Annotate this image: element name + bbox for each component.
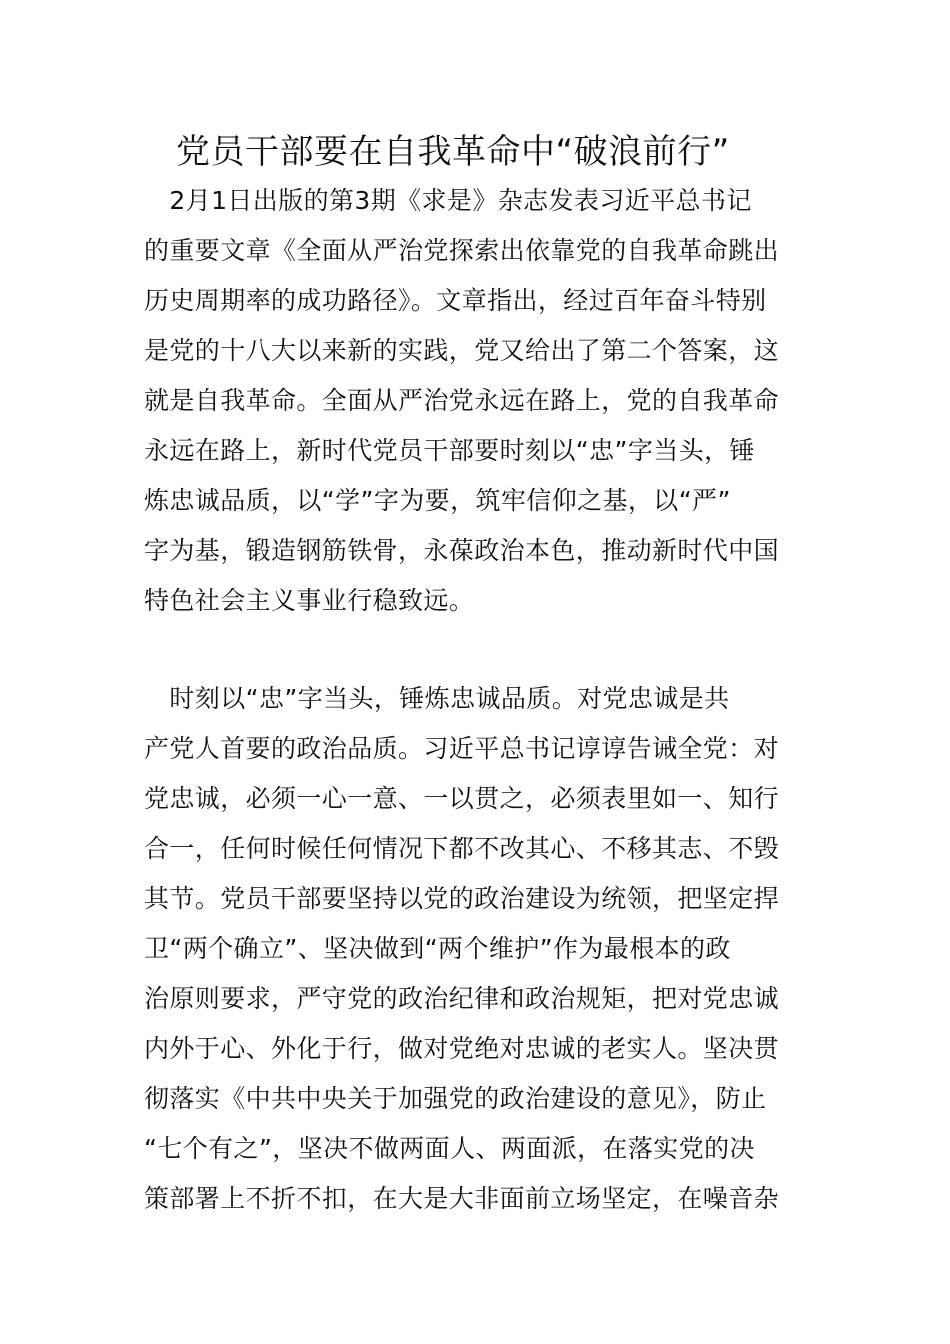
paragraph-line: 字为基，锻造钢筋铁骨，永葆政治本色，推动新时代中国: [144, 536, 780, 565]
paragraph-line: 内外于心、外化于行，做对党绝对忠诚的老实人。坚决贯: [144, 1034, 780, 1063]
paragraph-line: 彻落实《中共中央关于加强党的政治建设的意见》，防止: [144, 1084, 767, 1113]
paragraph-line: 2月1日出版的第3期《求是》杂志发表习近平总书记: [144, 186, 752, 215]
paragraph-line: 策部署上不折不扣，在大是大非面前立场坚定，在噪音杂: [144, 1184, 780, 1213]
document-title: 党员干部要在自我革命中“破浪前行”: [176, 132, 730, 172]
paragraph-line: 党忠诚，必须一心一意、一以贯之，必须表里如一、知行: [144, 784, 780, 813]
paragraph-line: 时刻以“忠”字当头，锤炼忠诚品质。对党忠诚是共: [144, 684, 730, 713]
paragraph-line: 卫“两个确立”、坚决做到“两个维护”作为最根本的政: [144, 934, 731, 963]
paragraph-line: 合一，任何时候任何情况下都不改其心、不移其志、不毁: [144, 834, 780, 863]
paragraph-line: 产党人首要的政治品质。习近平总书记谆谆告诫全党：对: [144, 734, 780, 763]
paragraph-line: 是党的十八大以来新的实践，党又给出了第二个答案，这: [144, 336, 780, 365]
paragraph-line: 治原则要求，严守党的政治纪律和政治规矩，把对党忠诚: [144, 984, 780, 1013]
paragraph-line: 炼忠诚品质，以“学”字为要，筑牢信仰之基，以“严”: [144, 486, 731, 515]
paragraph-line: 其节。党员干部要坚持以党的政治建设为统领，把坚定捍: [144, 884, 780, 913]
paragraph-line: 就是自我革命。全面从严治党永远在路上，党的自我革命: [144, 386, 780, 415]
paragraph-line: “七个有之”，坚决不做两面人、两面派，在落实党的决: [144, 1134, 755, 1163]
paragraph-line: 永远在路上，新时代党员干部要时刻以“忠”字当头，锤: [144, 436, 755, 465]
paragraph-line: 的重要文章《全面从严治党探索出依靠党的自我革命跳出: [144, 236, 780, 265]
paragraph-line: 特色社会主义事业行稳致远。: [144, 586, 475, 615]
paragraph-line: 历史周期率的成功路径》。文章指出，经过百年奋斗特别: [144, 286, 767, 315]
